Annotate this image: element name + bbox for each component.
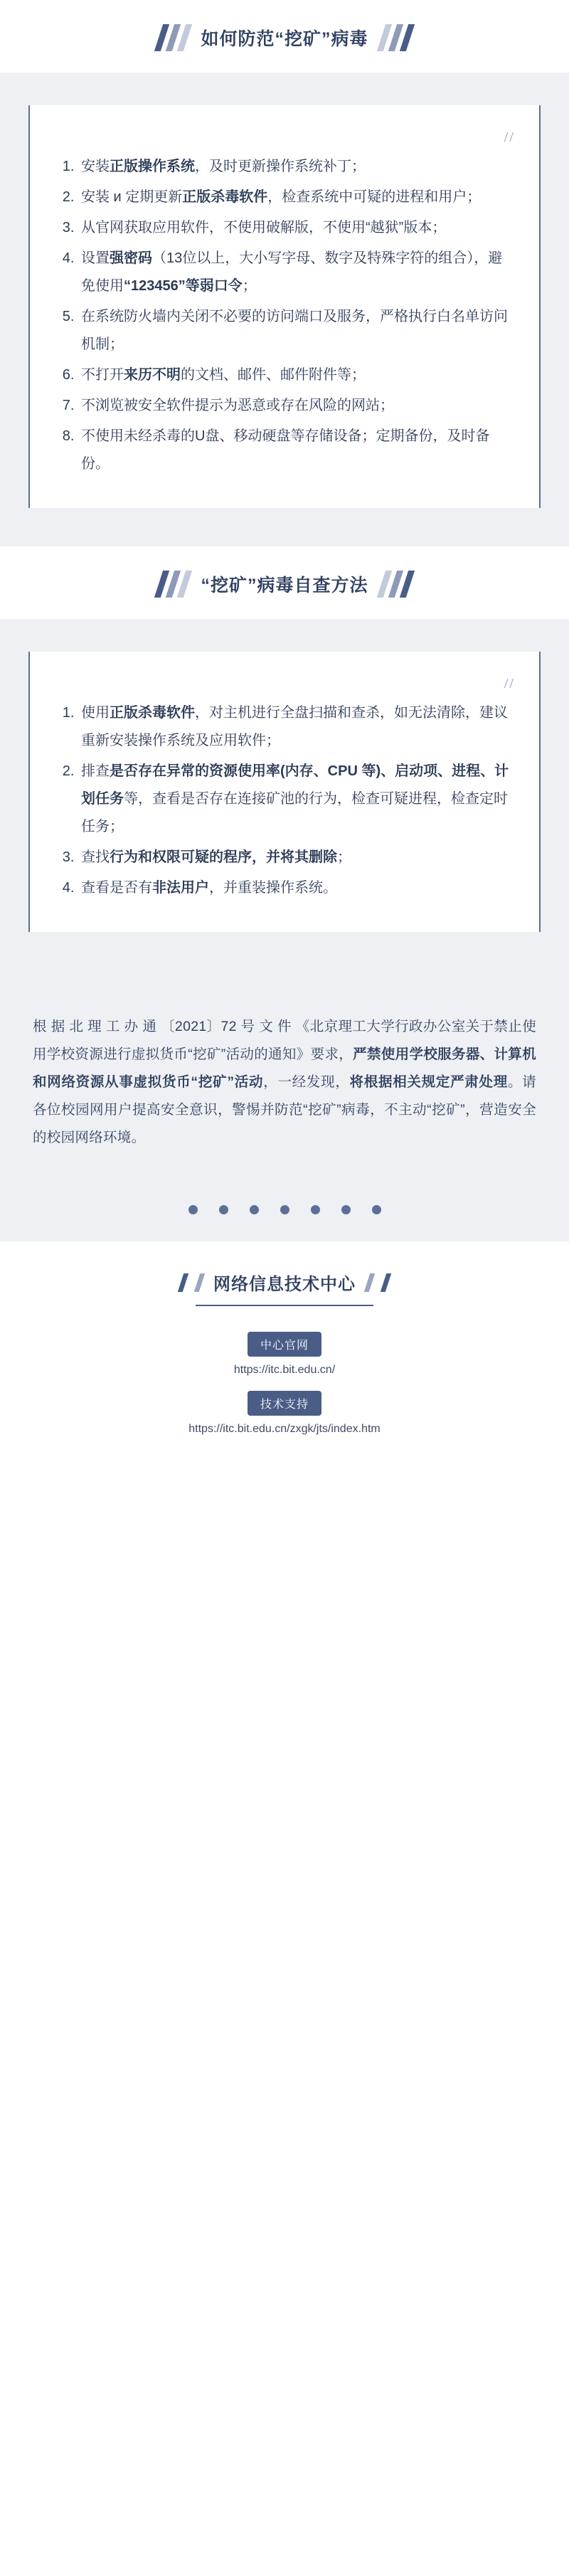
emphasis-text: 是否存在异常的资源使用率(内存、CPU 等)、启动项、进程、计划任务: [81, 763, 509, 807]
body-text: 根 据 北 理 工 办 通 〔2021〕72 号 文 件 《北京理工大学行政办公室关于禁止使用学校资源进行虚拟货币“挖矿”活动的通知》要求，: [33, 1018, 536, 1062]
decor-slashes-left: [159, 571, 188, 598]
list-item: [78, 844, 515, 871]
spacer: [0, 1223, 569, 1241]
footer-title: 网络信息技术中心: [213, 1275, 356, 1294]
emphasis-text: 严禁使用学校服务器、计算机和网络资源从事虚拟货币“挖矿”活动: [33, 1046, 536, 1090]
body-text: 不浏览被安全软件提示为恶意或存在风险的网站；: [81, 398, 394, 413]
body-text: 的文档、邮件、邮件附件等；: [181, 367, 366, 383]
list-item: [78, 699, 515, 755]
body-text: ；: [337, 849, 351, 865]
footer-header: [0, 1260, 569, 1300]
tech-support-tag: 技术支持: [248, 1391, 321, 1416]
dot-icon: [341, 1205, 351, 1214]
section-title: 如何防范“挖矿”病毒: [201, 29, 368, 49]
footer: [0, 1241, 569, 1471]
quote-mark: //: [504, 129, 515, 145]
decor-dot-row: [0, 1181, 569, 1223]
body-text: 设置: [81, 250, 110, 266]
body-text: ，并重装操作系统。: [209, 880, 337, 896]
emphasis-text: 正版杀毒软件: [182, 189, 268, 205]
list-item: [78, 303, 515, 359]
slash-icon: [177, 571, 192, 598]
list-item: [78, 758, 515, 841]
body-text: 排查: [81, 763, 110, 779]
list-item: [78, 245, 515, 300]
body-text: 等，查看是否存在连接矿池的行为，检查可疑进程，检查定时任务；: [81, 791, 508, 834]
section-header-1: [0, 0, 569, 73]
body-text: ，对主机进行全盘扫描和查杀，如无法清除，建议重新安装操作系统及应用软件；: [81, 705, 508, 748]
list-item: [78, 874, 515, 902]
slash-icon: [178, 1273, 188, 1292]
divider: [196, 1305, 373, 1306]
official-site-tag: 中心官网: [248, 1332, 321, 1357]
emphasis-text: 正版杀毒软件: [110, 705, 195, 721]
body-text: 安装: [81, 159, 110, 174]
emphasis-text: 行为和权限可疑的程序，并将其删除: [110, 849, 337, 865]
body-text: 安装 и 定期更新: [81, 189, 183, 205]
emphasis-text: 正版操作系统: [110, 159, 195, 174]
slash-icon: [364, 1273, 375, 1292]
dot-icon: [311, 1205, 320, 1214]
body-text: 在系统防火墙内关闭不必要的访问端口及服务，严格执行白名单访问机制；: [81, 309, 508, 352]
quote-mark: //: [504, 676, 515, 691]
section-body-1: [0, 73, 569, 546]
emphasis-text: 来历不明: [124, 367, 181, 383]
dot-icon: [280, 1205, 289, 1214]
body-text: ，一经发现，: [263, 1074, 350, 1090]
slash-icon: [194, 1273, 205, 1292]
list-item: [78, 392, 515, 420]
emphasis-text: 将根据相关规定严肃处理: [349, 1074, 508, 1090]
self-check-list: [54, 699, 515, 902]
list-item: [78, 361, 515, 389]
emphasis-text: 非法用户: [152, 880, 209, 896]
tech-support-link[interactable]: https://itc.bit.edu.cn/zxgk/jts/index.htm: [188, 1423, 381, 1435]
body-text: ，及时更新操作系统补丁；: [195, 159, 366, 174]
body-text: 查找: [81, 849, 110, 865]
emphasis-text: 强密码: [110, 250, 152, 266]
decor-slashes-right: [381, 571, 410, 598]
body-text: 不打开: [81, 367, 124, 383]
prevention-list: [54, 153, 515, 478]
emphasis-text: “123456”等弱口令: [124, 278, 243, 294]
body-text: 使用: [81, 705, 110, 721]
official-site-link[interactable]: https://itc.bit.edu.cn/: [233, 1364, 336, 1376]
dot-icon: [250, 1205, 259, 1214]
notice-paragraph: [33, 1013, 536, 1152]
list-item: [78, 214, 515, 242]
content-card: [28, 105, 541, 508]
decor-slashes-right: [381, 24, 410, 51]
dot-icon: [188, 1205, 198, 1214]
notice-block: [0, 970, 569, 1181]
decor-slashes-left: [159, 24, 188, 51]
content-card: [28, 652, 541, 932]
body-text: 不使用未经杀毒的U盘、移动硬盘等存储设备；定期备份，及时备份。: [81, 428, 490, 472]
body-text: 查看是否有: [81, 880, 152, 896]
body-text: 。请各位校园网用户提高安全意识，警惕并防范“挖矿”病毒，不主动“挖矿”，营造安全的校园网络环境。: [33, 1074, 536, 1145]
slash-icon: [177, 24, 192, 51]
body-text: 从官网获取应用软件，不使用破解版，不使用“越狱”版本；: [81, 220, 447, 235]
section-body-2: [0, 619, 569, 970]
body-text: （13位以上，大小写字母、数字及特殊字符的组合），避免使用: [81, 250, 503, 294]
list-item: [78, 184, 515, 211]
body-text: ；: [242, 278, 257, 294]
list-item: [78, 423, 515, 478]
dot-icon: [372, 1205, 381, 1214]
slash-icon: [381, 1273, 391, 1292]
list-item: [78, 153, 515, 181]
section-title: “挖矿”病毒自查方法: [201, 576, 368, 595]
dot-icon: [219, 1205, 228, 1214]
section-header-2: [0, 546, 569, 619]
body-text: ，检查系统中可疑的进程和用户；: [267, 189, 482, 205]
